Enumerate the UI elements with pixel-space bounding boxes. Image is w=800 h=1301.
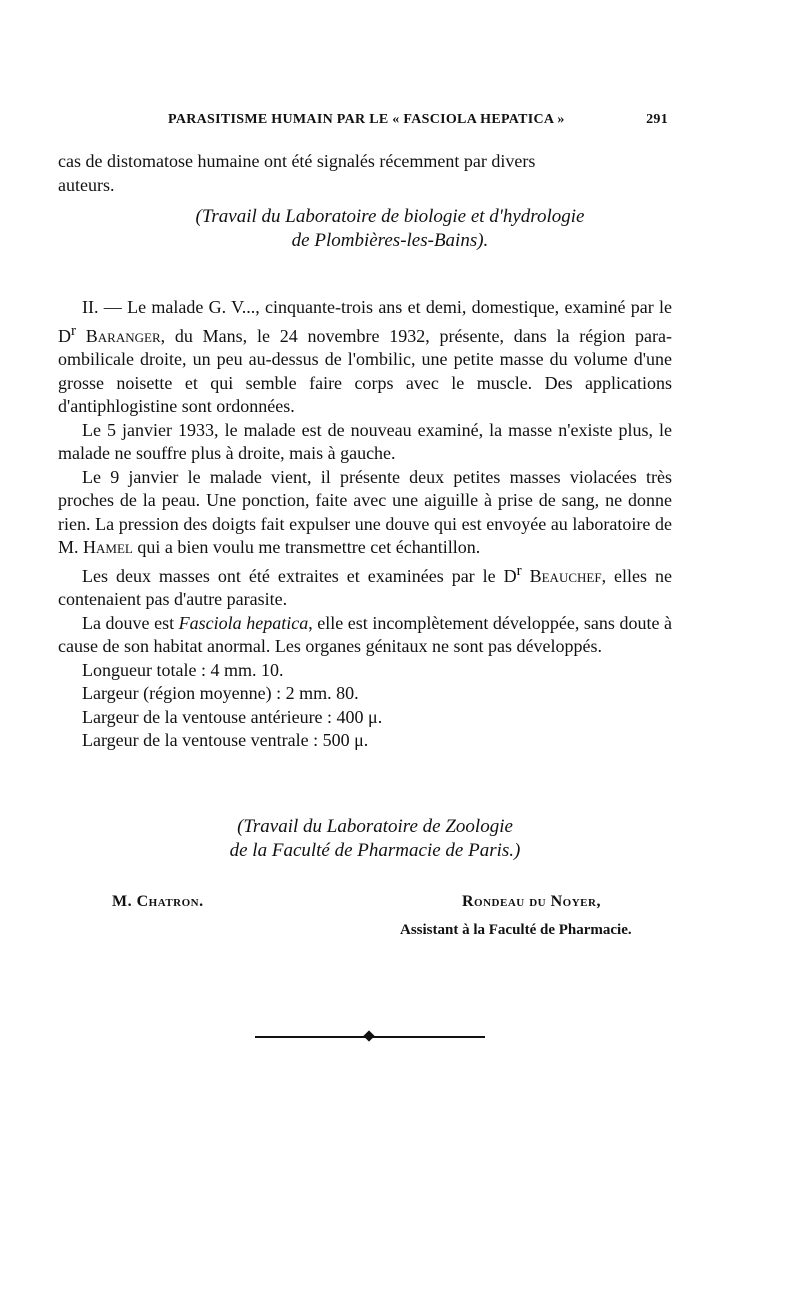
case-text: Le 9 janvier le malade vient, il présente deux petites masses violacées très proches de la peau. Une ponction, faite avec une aiguille à prise de sang, ne donne rien. La pression des doigts fait expulser une douve qui est envoyée au laboratoire de M. bbox=[58, 466, 672, 557]
measurement-line: Largeur de la ventouse antérieure : 400 μ. bbox=[82, 706, 383, 727]
case-text: II. — Le malade G. V..., cinquante-trois ans et demi, domestique, examiné par le D bbox=[58, 297, 672, 346]
credit-line: de la Faculté de Pharmacie de Paris.) bbox=[229, 840, 521, 861]
case-text: Les deux masses ont été extraites et examinées par le D bbox=[82, 565, 517, 586]
lab-credit-plombieres bbox=[0, 205, 790, 253]
doctor-abbrev-sup: r bbox=[516, 562, 522, 579]
page-number: 291 bbox=[646, 112, 668, 127]
running-title: PARASITISME HUMAIN PAR LE « FASCIOLA HEPATICA » bbox=[168, 112, 565, 127]
author-signature: Rondeau du Noyer, bbox=[462, 893, 601, 910]
case-text: , du Mans, le 24 novembre 1932, présente, dans la région para-ombilicale droite, un peu au-dessus de l'ombilic, une petite masse du volume d'une grosse noisette et qui semble faire corps avec le muscle. Des applications d'antiphlogistine sont ordonnées. bbox=[58, 325, 672, 416]
case-paragraph: Le 5 janvier 1933, le malade est de nouveau examiné, la masse n'existe plus, le malade ne souffre plus à droite, mais à gauche. bbox=[58, 419, 672, 463]
doctor-abbrev-sup: r bbox=[71, 322, 76, 339]
intro-line: auteurs. bbox=[58, 174, 115, 195]
credit-line: de Plombières-les-Bains). bbox=[291, 230, 489, 251]
measurement-line: Largeur (région moyenne) : 2 mm. 80. bbox=[82, 683, 359, 703]
case-paragraph bbox=[58, 296, 672, 419]
doctor-name: Beauchef bbox=[529, 565, 602, 586]
case-text: qui a bien voulu me transmettre cet échantillon. bbox=[132, 537, 481, 557]
intro-line: cas de distomatose humaine ont été signalés récemment par divers bbox=[58, 151, 536, 171]
credit-line: (Travail du Laboratoire de Zoologie bbox=[237, 816, 513, 837]
measurement-line: Longueur totale : 4 mm. 10. bbox=[82, 659, 284, 680]
person-name: Hamel bbox=[83, 537, 133, 557]
author-signature: M. Chatron. bbox=[112, 893, 204, 910]
case-paragraph bbox=[58, 612, 672, 659]
author-affiliation: Assistant à la Faculté de Pharmacie. bbox=[400, 922, 632, 938]
species-name: Fasciola hepatica bbox=[178, 612, 309, 633]
intro-text bbox=[58, 150, 672, 197]
diamond-ornament-icon bbox=[363, 1030, 374, 1041]
case-text: La douve est bbox=[82, 612, 179, 633]
case-text: , elles ne contenaient pas d'autre parasite. bbox=[58, 565, 672, 609]
doctor-name: Baranger bbox=[85, 325, 161, 346]
case-text: , elle est incomplètement développée, sans doute à cause de son habitat anormal. Les organes génitaux ne sont pas développés. bbox=[58, 612, 673, 656]
case-paragraph bbox=[58, 560, 672, 612]
section-separator bbox=[255, 1031, 485, 1043]
case-paragraph bbox=[58, 466, 672, 560]
measurement-line: Largeur de la ventouse ventrale : 500 μ. bbox=[82, 730, 369, 750]
case-report bbox=[58, 296, 672, 753]
credit-line: (Travail du Laboratoire de biologie et d'hydrologie bbox=[195, 206, 585, 227]
lab-credit-paris bbox=[0, 815, 775, 863]
